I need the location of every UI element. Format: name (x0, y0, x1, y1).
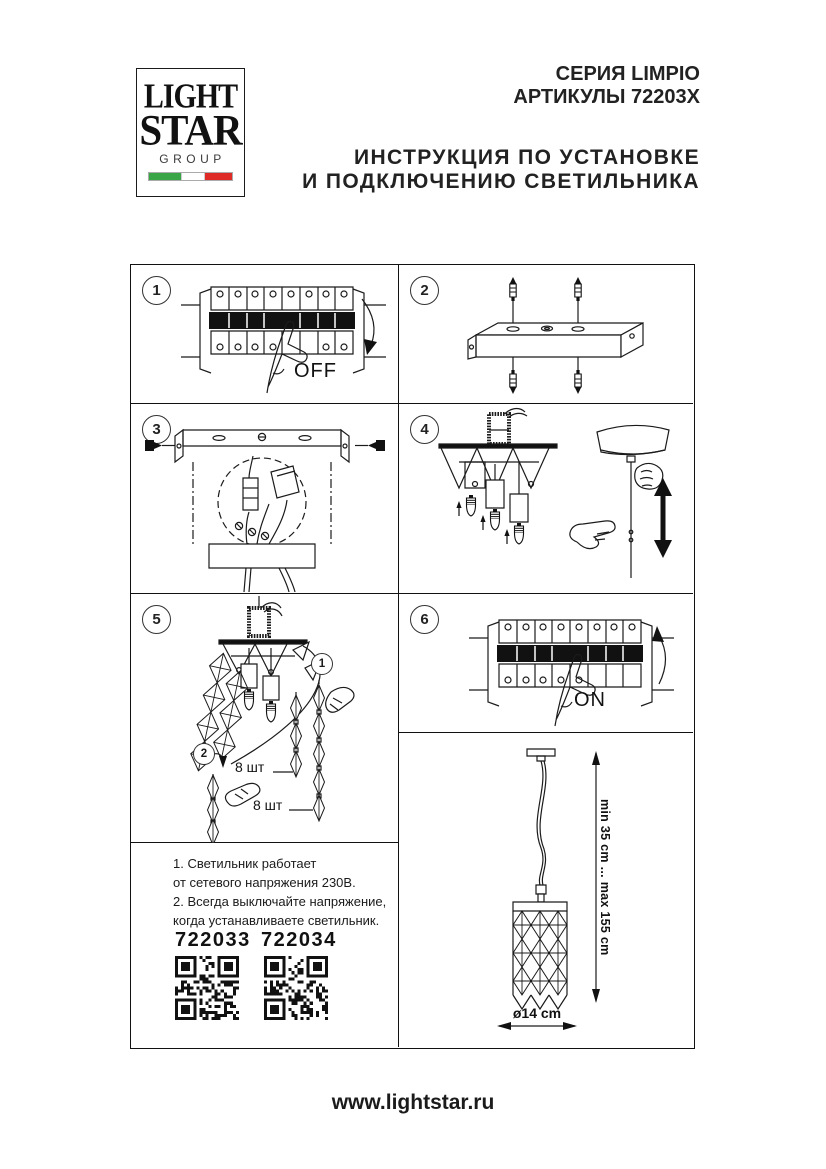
arrow-up-icon (652, 626, 666, 684)
safety-notes (173, 854, 386, 930)
quantity-label-top: 8 шт (235, 759, 265, 775)
bulb-icon (267, 701, 276, 722)
switch-on-label: ON (574, 689, 606, 711)
step-number-4: 4 (410, 415, 439, 444)
switch-off-label: OFF (294, 360, 337, 382)
article-code-722034: 722034 (261, 929, 337, 951)
insert-arrow-icon (456, 501, 461, 516)
gripping-hand-icon (635, 463, 663, 489)
note-line-2: от сетевого напряжения 230В. (173, 875, 356, 890)
insert-arrow-icon (219, 756, 227, 768)
lamp-crystal-lattice (513, 911, 567, 995)
note-line-1: 1. Светильник работает (173, 856, 317, 871)
article-code-722033: 722033 (175, 929, 251, 951)
diameter-label: ø14 cm (512, 1005, 562, 1021)
flag-red-segment (205, 173, 232, 180)
lightstar-logo (136, 68, 245, 197)
side-screw-icon (145, 440, 175, 451)
pendant-lamp-illustration (399, 733, 693, 1047)
callout-circle-2: 2 (193, 743, 215, 765)
wiring-detail-illustration (131, 406, 399, 592)
qr-code-2 (264, 956, 328, 1020)
header-block (302, 63, 700, 193)
step-number-5: 5 (142, 605, 171, 634)
instruction-title-line2: И ПОДКЛЮЧЕНИЮ СВЕТИЛЬНИКА (302, 169, 700, 193)
step-panel-6 (399, 594, 693, 733)
step-number-3: 3 (142, 415, 171, 444)
qr-code-1 (175, 956, 239, 1020)
footer-url: www.lightstar.ru (331, 1091, 495, 1114)
screw-icon (575, 277, 582, 301)
height-range-label: min 35 cm ... max 155 cm (598, 799, 612, 956)
breaker-toggle-band (209, 312, 355, 329)
pinch-hand-icon (326, 687, 354, 712)
canopy-and-cable (597, 425, 669, 578)
breaker-toggle-band (497, 645, 643, 662)
side-screw-icon (355, 440, 385, 451)
step-number-1: 1 (142, 276, 171, 305)
step-number-2: 2 (410, 276, 439, 305)
note-line-3: 2. Всегда выключайте напряжение, (173, 894, 387, 909)
open-hand-icon (570, 521, 615, 549)
breaker-on-illustration (469, 608, 674, 728)
wall-anchor-icon (575, 370, 582, 394)
bulb-icon (515, 523, 524, 544)
articles-title: АРТИКУЛЫ 72203X (513, 86, 700, 108)
bulb-and-cable-adjust-illustration (401, 406, 691, 592)
logo-word-light: LIGHT (143, 76, 238, 116)
bulb-icon (245, 689, 254, 710)
step-panel-2 (399, 265, 693, 404)
screw-icon (510, 277, 517, 301)
wall-anchor-icon (510, 370, 517, 394)
flag-white-segment (181, 173, 206, 180)
up-down-arrow-icon (654, 478, 672, 558)
breaker-off-illustration (181, 275, 386, 395)
lamp-dimensions-panel (399, 733, 693, 1047)
mounting-bracket-illustration (421, 269, 671, 401)
italian-flag-bar (148, 172, 233, 181)
bulb-icon (467, 495, 476, 516)
logo-word-star: STAR (139, 105, 242, 155)
quantity-label-bottom: 8 шт (253, 797, 283, 813)
diameter-dimension-arrow (497, 1022, 577, 1030)
step-number-6: 6 (410, 605, 439, 634)
bulb-icon (491, 509, 500, 530)
note-line-4: когда устанавливаете светильник. (173, 913, 380, 928)
insert-arrow-icon (504, 529, 509, 544)
instruction-title-line1: ИНСТРУКЦИЯ ПО УСТАНОВКЕ (353, 146, 700, 169)
step-panel-3 (131, 404, 399, 594)
logo-word-group: GROUP (159, 152, 226, 166)
notes-panel (131, 843, 399, 1047)
instructions-grid (130, 264, 695, 1049)
callout-circle-1: 1 (311, 653, 333, 675)
flag-green-segment (149, 173, 181, 180)
step-panel-4 (399, 404, 693, 594)
step-panel-1 (131, 265, 399, 404)
series-title: СЕРИЯ LIMPIO (555, 63, 700, 85)
insert-arrow-icon (480, 515, 485, 530)
step-panel-5 (131, 594, 399, 843)
